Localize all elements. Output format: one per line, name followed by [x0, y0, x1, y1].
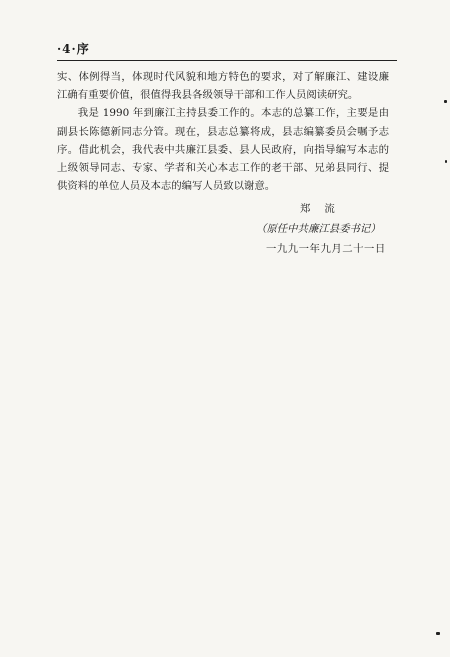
scan-mark: [436, 632, 440, 635]
paragraph: 实、体例得当，体现时代风貌和地方特色的要求，对了解廉江、建设廉江确有重要价值，很值得我县各级领导干部和工作人员阅读研究。: [57, 71, 389, 102]
page-header: [57, 40, 397, 61]
scan-mark: [444, 100, 447, 103]
signature-date: 一九九一年九月二十一日: [266, 243, 386, 255]
signature-name: 郑流: [300, 203, 349, 215]
signature-title: （原任中共廉江县委书记）: [256, 223, 381, 235]
paragraph: 我是 1990 年到廉江主持县委工作的。本志的总纂工作，主要是由副县长陈德新同志分管。现在，县志总纂将成，县志编纂委员会嘱予志序。借此机会，我代表中共廉江县委、县人民政府，向指导编写本志的上级领导同志、专家、学者和关心本志工作的老干部、兄弟县同行、提供资料的单位人员及本志的编写人员致以谢意。: [57, 107, 389, 193]
body-text: [57, 68, 389, 195]
scan-mark: [445, 160, 447, 163]
page-header-label: ·4·序: [57, 42, 90, 56]
